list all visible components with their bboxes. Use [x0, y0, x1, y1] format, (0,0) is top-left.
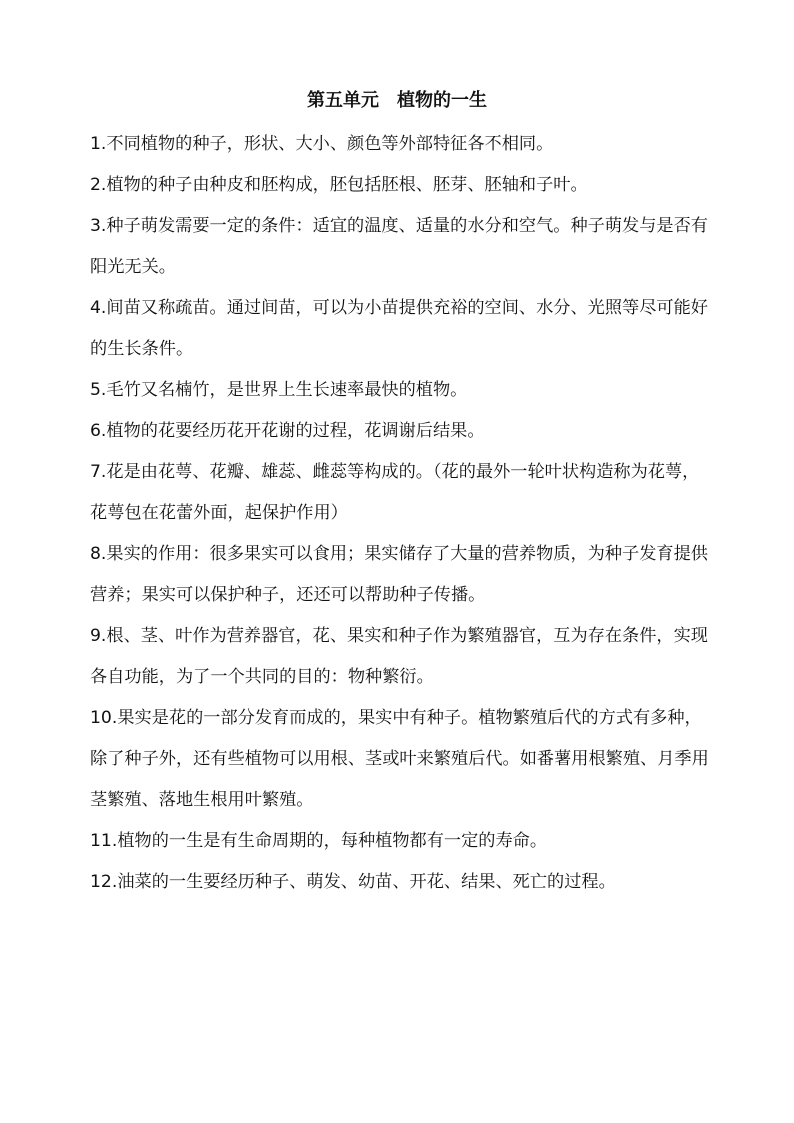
- list-item-4: 4.间苗又称疏苗。通过间苗，可以为小苗提供充裕的空间、水分、光照等尽可能好的生长条件。: [90, 298, 708, 359]
- list-item-12: 12.油菜的一生要经历种子、萌发、幼苗、开花、结果、死亡的过程。: [90, 872, 616, 892]
- list-item-2: 2.植物的种子由种皮和胚构成，胚包括胚根、胚芽、胚轴和子叶。: [90, 175, 588, 195]
- list-item-6: 6.植物的花要经历花开花谢的过程，花调谢后结果。: [90, 421, 485, 441]
- list-item-9: 9.根、茎、叶作为营养器官，花、果实和种子作为繁殖器官，互为存在条件，实现各自功能，为了一个共同的目的：物种繁衍。: [90, 626, 708, 687]
- list-item-10: 10.果实是花的一部分发育而成的，果实中有种子。植物繁殖后代的方式有多种，除了种子外，还有些植物可以用根、茎或叶来繁殖后代。如番薯用根繁殖、月季用茎繁殖、落地生根用叶繁殖。: [90, 708, 709, 810]
- list-item-1: 1.不同植物的种子，形状、大小、颜色等外部特征各不相同。: [90, 134, 554, 154]
- list-item-5: 5.毛竹又名楠竹，是世界上生长速率最快的植物。: [90, 380, 468, 400]
- list-item-11: 11.植物的一生是有生命周期的，每种植物都有一定的寿命。: [90, 831, 548, 851]
- list-item-8: 8.果实的作用：很多果实可以食用；果实储存了大量的营养物质，为种子发育提供营养；果实可以保护种子，还还可以帮助种子传播。: [90, 544, 708, 605]
- list-item-3: 3.种子萌发需要一定的条件：适宜的温度、适量的水分和空气。种子萌发与是否有阳光无关。: [90, 216, 708, 277]
- content-list: [90, 124, 710, 903]
- list-item-7: 7.花是由花萼、花瓣、雄蕊、雌蕊等构成的。（花的最外一轮叶状构造称为花萼，花萼包在花蕾外面，起保护作用）: [90, 462, 700, 523]
- page-title: 第五单元 植物的一生: [307, 90, 487, 111]
